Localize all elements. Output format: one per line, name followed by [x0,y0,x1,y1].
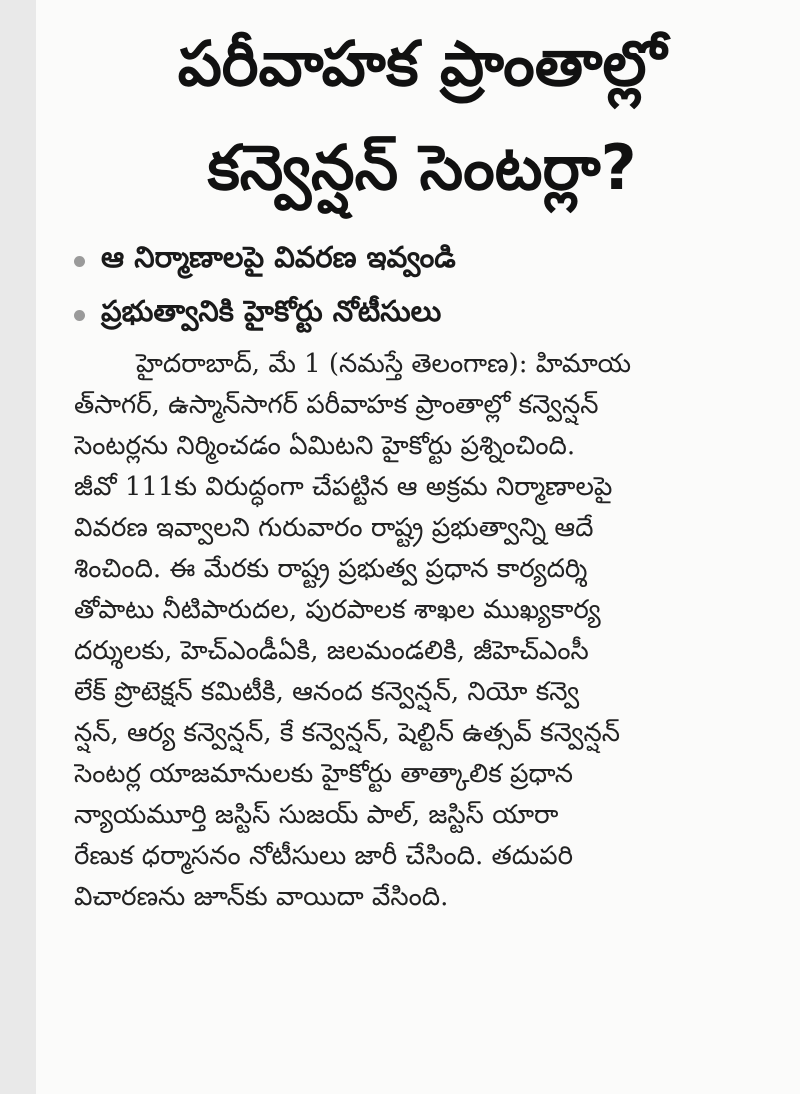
body-line: న్యాయమూర్తి జస్టిస్ సుజయ్ పాల్, జస్టిస్ యారా [74,800,559,830]
bullet-text: ప్రభుత్వానికి హైకోర్టు నోటీసులు [101,294,442,328]
bullet-dot-icon [74,256,85,267]
body-line: జీవో 111కు విరుద్ధంగా చేపట్టిన ఆ అక్రమ నిర్మాణాలపై [74,472,613,502]
body-line: దర్శులకు, హెచ్ఎండీఏకి, జలమండలికి, జీహెచ్ఎంసీ [74,636,589,666]
body-line: తోపాటు నీటిపారుదల, పురపాలక శాఖల ముఖ్యకార్య [74,595,601,625]
body-line: సెంటర్ల యాజమానులకు హైకోర్టు తాత్కాలిక ప్రధాన [74,759,574,789]
newspaper-clipping [36,0,800,1094]
headline [74,12,770,220]
body-line: రేణుక ధర్మాసనం నోటీసులు జారీ చేసింది. తదుపరి [74,841,573,871]
body-line: హైదరాబాద్, మే 1 (నమస్తే తెలంగాణ): హిమాయ [136,349,632,379]
bullet-dot-icon [74,310,85,321]
body-line: న్షన్, ఆర్య కన్వెన్షన్, కే కన్వెన్షన్, షెల్టిన్ ఉత్సవ్ కన్వెన్షన్ [74,718,620,748]
bullet-text: ఆ నిర్మాణాలపై వివరణ ఇవ్వండి [101,240,456,274]
body-line: వివరణ ఇవ్వాలని గురువారం రాష్ట్ర ప్రభుత్వాన్ని ఆదే [74,513,594,543]
body-line: సెంటర్లను నిర్మించడం ఏమిటని హైకోర్టు ప్రశ్నించింది. [74,431,576,461]
bullet-item [74,288,770,342]
bullet-item [74,234,770,288]
headline-line-1: పరీవాహక ప్రాంతాల్లో [177,27,667,100]
headline-line-2: కన్వెన్షన్ సెంటర్లా? [207,131,637,204]
article-body [74,344,770,918]
body-line: లేక్ ప్రొటెక్షన్ కమిటీకి, ఆనంద కన్వెన్షన్, నియో కన్వె [74,677,580,707]
body-line: విచారణను జూన్‌కు వాయిదా వేసింది. [74,882,449,912]
subheadline-bullets [74,234,770,342]
body-line: శించింది. ఈ మేరకు రాష్ట్ర ప్రభుత్వ ప్రధాన కార్యదర్శి [74,554,588,584]
body-line: త్‌సాగర్, ఉస్మాన్‌సాగర్ పరీవాహక ప్రాంతాల్లో కన్వెన్షన్ [74,390,599,420]
